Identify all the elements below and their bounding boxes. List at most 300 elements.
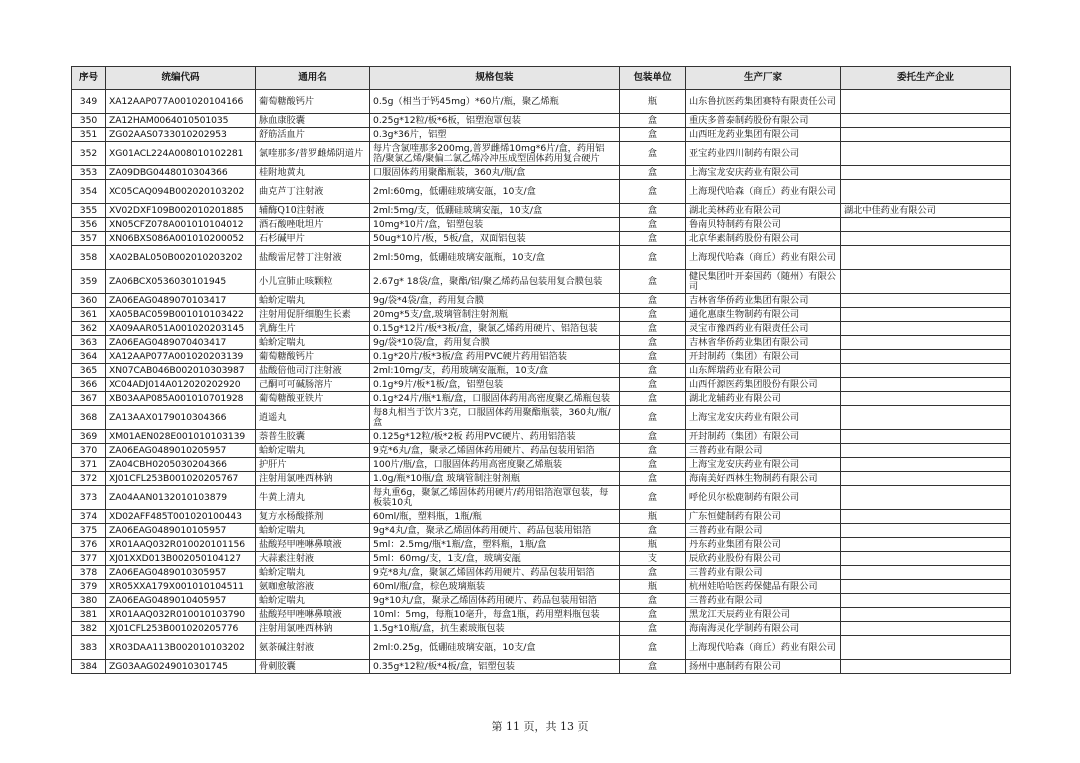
cell-generic-name: 乳酶生片 xyxy=(256,322,370,336)
cell-generic-name: 盐酸羟甲唑啉鼻喷液 xyxy=(256,538,370,552)
cell-manufacturer: 鲁南贝特制药有限公司 xyxy=(686,218,841,232)
cell-package-unit: 盒 xyxy=(620,364,686,378)
cell-package-unit: 盒 xyxy=(620,594,686,608)
cell-spec-package: 5ml：2.5mg/瓶*1瓶/盒，塑料瓶，1瓶/盒 xyxy=(370,538,620,552)
cell-package-unit: 盒 xyxy=(620,608,686,622)
cell-generic-name: 辅酶Q10注射液 xyxy=(256,204,370,218)
table-body xyxy=(72,90,1011,674)
cell-generic-name: 酒石酸唑吡坦片 xyxy=(256,218,370,232)
cell-spec-package: 0.25g*12粒/板*6板，铝塑泡罩包装 xyxy=(370,114,620,128)
cell-contract-manufacturer xyxy=(841,364,1011,378)
cell-seq: 352 xyxy=(72,142,106,166)
cell-code: XN07CAB046B002010303987 xyxy=(106,364,256,378)
cell-contract-manufacturer xyxy=(841,406,1011,430)
cell-package-unit: 盒 xyxy=(620,246,686,270)
cell-manufacturer: 上海宝龙安庆药业有限公司 xyxy=(686,166,841,180)
cell-generic-name: 己酮可可碱肠溶片 xyxy=(256,378,370,392)
cell-manufacturer: 海南海灵化学制药有限公司 xyxy=(686,622,841,636)
cell-code: ZA06EAG0489070403417 xyxy=(106,336,256,350)
cell-contract-manufacturer xyxy=(841,378,1011,392)
table-row xyxy=(72,232,1011,246)
table-row xyxy=(72,486,1011,510)
cell-package-unit: 盒 xyxy=(620,350,686,364)
cell-generic-name: 骨刺胶囊 xyxy=(256,660,370,674)
header-code: 统编代码 xyxy=(106,67,256,90)
cell-spec-package: 0.1g*9片/板*1板/盒，铝塑包装 xyxy=(370,378,620,392)
header-generic-name: 通用名 xyxy=(256,67,370,90)
table-row xyxy=(72,660,1011,674)
cell-spec-package: 60ml/瓶/盒，棕色玻璃瓶装 xyxy=(370,580,620,594)
cell-code: XA12AAP077A001020203139 xyxy=(106,350,256,364)
cell-code: ZG02AAS0733010202953 xyxy=(106,128,256,142)
cell-spec-package: 2ml:50mg，低硼硅玻璃安瓿瓶，10支/盒 xyxy=(370,246,620,270)
table-row xyxy=(72,566,1011,580)
table-row xyxy=(72,510,1011,524)
table-row xyxy=(72,270,1011,294)
cell-seq: 353 xyxy=(72,166,106,180)
cell-seq: 373 xyxy=(72,486,106,510)
cell-package-unit: 盒 xyxy=(620,142,686,166)
cell-seq: 374 xyxy=(72,510,106,524)
cell-generic-name: 注射用促肝细胞生长素 xyxy=(256,308,370,322)
drug-list-table xyxy=(71,66,1011,674)
table-row xyxy=(72,294,1011,308)
table-row xyxy=(72,180,1011,204)
cell-contract-manufacturer xyxy=(841,486,1011,510)
cell-contract-manufacturer xyxy=(841,660,1011,674)
table-row xyxy=(72,406,1011,430)
cell-seq: 384 xyxy=(72,660,106,674)
cell-manufacturer: 上海现代哈森（商丘）药业有限公司 xyxy=(686,636,841,660)
cell-contract-manufacturer xyxy=(841,608,1011,622)
cell-spec-package: 9g/袋*4袋/盒，药用复合膜 xyxy=(370,294,620,308)
cell-code: XR01AAQ032R010010103790 xyxy=(106,608,256,622)
cell-spec-package: 每片含氯喹那多200mg,普罗雌烯10mg*6片/盒，药用铝箔/聚氯乙烯/聚偏二氯乙烯冷冲压成型固体药用复合硬片 xyxy=(370,142,620,166)
cell-generic-name: 逍遥丸 xyxy=(256,406,370,430)
cell-spec-package: 0.35g*12粒/板*4板/盒，铝塑包装 xyxy=(370,660,620,674)
cell-manufacturer: 辰欣药业股份有限公司 xyxy=(686,552,841,566)
cell-manufacturer: 重庆多普泰制药股份有限公司 xyxy=(686,114,841,128)
cell-code: XN06BXS086A001010200052 xyxy=(106,232,256,246)
cell-package-unit: 盒 xyxy=(620,270,686,294)
cell-manufacturer: 灵宝市豫西药业有限责任公司 xyxy=(686,322,841,336)
cell-code: XJ01XXD013B002050104127 xyxy=(106,552,256,566)
table-row xyxy=(72,166,1011,180)
cell-seq: 372 xyxy=(72,472,106,486)
table-row xyxy=(72,218,1011,232)
table-row xyxy=(72,378,1011,392)
cell-seq: 350 xyxy=(72,114,106,128)
cell-manufacturer: 亚宝药业四川制药有限公司 xyxy=(686,142,841,166)
cell-spec-package: 口服固体药用聚酯瓶装，360丸/瓶/盒 xyxy=(370,166,620,180)
cell-manufacturer: 山西仟源医药集团股份有限公司 xyxy=(686,378,841,392)
cell-package-unit: 盒 xyxy=(620,294,686,308)
cell-package-unit: 盒 xyxy=(620,218,686,232)
cell-contract-manufacturer xyxy=(841,90,1011,114)
cell-generic-name: 护肝片 xyxy=(256,458,370,472)
cell-package-unit: 盒 xyxy=(620,524,686,538)
cell-code: XD02AFF485T001020100443 xyxy=(106,510,256,524)
cell-contract-manufacturer xyxy=(841,458,1011,472)
cell-package-unit: 盒 xyxy=(620,204,686,218)
cell-spec-package: 2.67g* 18袋/盒，聚酯/铝/聚乙烯药品包装用复合膜包装 xyxy=(370,270,620,294)
cell-code: ZG03AAG0249010301745 xyxy=(106,660,256,674)
cell-manufacturer: 杭州娃哈哈医药保健品有限公司 xyxy=(686,580,841,594)
page-footer: 第 11 页，共 13 页 xyxy=(491,720,589,733)
cell-contract-manufacturer: 湖北中佳药业有限公司 xyxy=(841,204,1011,218)
cell-manufacturer: 山西旺龙药业集团有限公司 xyxy=(686,128,841,142)
cell-seq: 364 xyxy=(72,350,106,364)
cell-generic-name: 盐酸雷尼替丁注射液 xyxy=(256,246,370,270)
cell-code: ZA12HAM0064010501035 xyxy=(106,114,256,128)
cell-generic-name: 葡萄糖酸钙片 xyxy=(256,90,370,114)
cell-contract-manufacturer xyxy=(841,524,1011,538)
cell-code: XJ01CFL253B001020205776 xyxy=(106,622,256,636)
cell-package-unit: 盒 xyxy=(620,322,686,336)
cell-generic-name: 蛤蚧定喘丸 xyxy=(256,294,370,308)
cell-generic-name: 舒筋活血片 xyxy=(256,128,370,142)
cell-manufacturer: 扬州中惠制药有限公司 xyxy=(686,660,841,674)
cell-code: ZA06EAG0489010205957 xyxy=(106,444,256,458)
cell-code: ZA06EAG0489010405957 xyxy=(106,594,256,608)
cell-contract-manufacturer xyxy=(841,246,1011,270)
cell-package-unit: 盒 xyxy=(620,430,686,444)
cell-generic-name: 蛤蚧定喘丸 xyxy=(256,524,370,538)
cell-manufacturer: 通化惠康生物制药有限公司 xyxy=(686,308,841,322)
cell-spec-package: 9g/袋*10袋/盒，药用复合膜 xyxy=(370,336,620,350)
cell-manufacturer: 湖北龙辅药业有限公司 xyxy=(686,392,841,406)
cell-code: XA12AAP077A001020104166 xyxy=(106,90,256,114)
cell-contract-manufacturer xyxy=(841,128,1011,142)
cell-generic-name: 小儿宣肺止咳颗粒 xyxy=(256,270,370,294)
cell-code: XC04ADJ014A012020202920 xyxy=(106,378,256,392)
table-row xyxy=(72,308,1011,322)
table-row xyxy=(72,524,1011,538)
cell-spec-package: 0.1g*20片/板*3板/盒 药用PVC硬片药用铝箔装 xyxy=(370,350,620,364)
cell-generic-name: 大蒜素注射液 xyxy=(256,552,370,566)
cell-package-unit: 盒 xyxy=(620,622,686,636)
cell-package-unit: 盒 xyxy=(620,486,686,510)
cell-seq: 365 xyxy=(72,364,106,378)
cell-code: XM01AEN028E001010103139 xyxy=(106,430,256,444)
drug-list-table-wrapper xyxy=(71,66,1010,674)
table-row xyxy=(72,608,1011,622)
cell-spec-package: 2ml:0.25g，低硼硅玻璃安瓿，10支/盒 xyxy=(370,636,620,660)
cell-generic-name: 氨茶碱注射液 xyxy=(256,636,370,660)
cell-contract-manufacturer xyxy=(841,430,1011,444)
cell-manufacturer: 三普药业有限公司 xyxy=(686,566,841,580)
cell-package-unit: 盒 xyxy=(620,232,686,246)
cell-generic-name: 葡萄糖酸亚铁片 xyxy=(256,392,370,406)
cell-manufacturer: 吉林省华侨药业集团有限公司 xyxy=(686,336,841,350)
cell-manufacturer: 三普药业有限公司 xyxy=(686,444,841,458)
cell-manufacturer: 北京华素制药股份有限公司 xyxy=(686,232,841,246)
cell-manufacturer: 丹东药业集团有限公司 xyxy=(686,538,841,552)
cell-generic-name: 脉血康胶囊 xyxy=(256,114,370,128)
cell-spec-package: 2ml:5mg/支，低硼硅玻璃安瓿，10支/盒 xyxy=(370,204,620,218)
cell-contract-manufacturer xyxy=(841,308,1011,322)
cell-code: ZA06EAG0489010105957 xyxy=(106,524,256,538)
cell-spec-package: 9克*6丸/盒，聚录乙烯固体药用硬片、药品包装用铝箔 xyxy=(370,444,620,458)
cell-seq: 383 xyxy=(72,636,106,660)
cell-seq: 378 xyxy=(72,566,106,580)
cell-code: XA05BAC059B001010103422 xyxy=(106,308,256,322)
cell-seq: 360 xyxy=(72,294,106,308)
cell-contract-manufacturer xyxy=(841,580,1011,594)
cell-code: XC05CAQ094B002020103202 xyxy=(106,180,256,204)
table-row xyxy=(72,538,1011,552)
cell-package-unit: 瓶 xyxy=(620,580,686,594)
cell-spec-package: 50ug*10片/板，5板/盒，双面铝包装 xyxy=(370,232,620,246)
cell-manufacturer: 上海宝龙安庆药业有限公司 xyxy=(686,458,841,472)
table-row xyxy=(72,580,1011,594)
cell-seq: 349 xyxy=(72,90,106,114)
table-row xyxy=(72,364,1011,378)
cell-spec-package: 1.0g/瓶*10瓶/盒 玻璃管制注射剂瓶 xyxy=(370,472,620,486)
table-row xyxy=(72,472,1011,486)
cell-code: XA09AAR051A001020203145 xyxy=(106,322,256,336)
table-row xyxy=(72,128,1011,142)
cell-spec-package: 5ml：60mg/支，1支/盒，玻璃安瓿 xyxy=(370,552,620,566)
cell-seq: 358 xyxy=(72,246,106,270)
cell-generic-name: 注射用氯唑西林钠 xyxy=(256,472,370,486)
cell-manufacturer: 海南美好西林生物制药有限公司 xyxy=(686,472,841,486)
cell-generic-name: 牛黄上清丸 xyxy=(256,486,370,510)
cell-generic-name: 曲克芦丁注射液 xyxy=(256,180,370,204)
cell-generic-name: 桂附地黄丸 xyxy=(256,166,370,180)
cell-contract-manufacturer xyxy=(841,142,1011,166)
cell-spec-package: 每丸重6g，聚氯乙烯固体药用硬片/药用铝箔泡罩包装，每板装10丸 xyxy=(370,486,620,510)
cell-spec-package: 0.3g*36片，铝塑 xyxy=(370,128,620,142)
cell-seq: 366 xyxy=(72,378,106,392)
table-row xyxy=(72,350,1011,364)
table-row xyxy=(72,622,1011,636)
cell-seq: 377 xyxy=(72,552,106,566)
cell-generic-name: 盐酸倍他司汀注射液 xyxy=(256,364,370,378)
cell-contract-manufacturer xyxy=(841,180,1011,204)
cell-package-unit: 盒 xyxy=(620,458,686,472)
cell-code: ZA04CBH0205030204366 xyxy=(106,458,256,472)
table-row xyxy=(72,392,1011,406)
cell-package-unit: 盒 xyxy=(620,378,686,392)
table-row xyxy=(72,444,1011,458)
cell-code: XR05XXA179X001010104511 xyxy=(106,580,256,594)
cell-contract-manufacturer xyxy=(841,270,1011,294)
cell-contract-manufacturer xyxy=(841,566,1011,580)
cell-contract-manufacturer xyxy=(841,218,1011,232)
cell-seq: 351 xyxy=(72,128,106,142)
cell-spec-package: 1.5g*10瓶/盒，抗生素玻瓶包装 xyxy=(370,622,620,636)
cell-manufacturer: 开封制药（集团）有限公司 xyxy=(686,430,841,444)
cell-spec-package: 9g*4丸/盒，聚录乙烯固体药用硬片、药品包装用铝箔 xyxy=(370,524,620,538)
cell-manufacturer: 吉林省华侨药业集团有限公司 xyxy=(686,294,841,308)
cell-spec-package: 9克*8丸/盒，聚氯乙烯固体药用硬片、药品包装用铝箔 xyxy=(370,566,620,580)
cell-package-unit: 盒 xyxy=(620,392,686,406)
cell-seq: 381 xyxy=(72,608,106,622)
cell-manufacturer: 黑龙江天辰药业有限公司 xyxy=(686,608,841,622)
cell-package-unit: 瓶 xyxy=(620,510,686,524)
cell-spec-package: 0.125g*12粒/板*2板 药用PVC硬片、药用铝箔装 xyxy=(370,430,620,444)
cell-contract-manufacturer xyxy=(841,336,1011,350)
cell-package-unit: 盒 xyxy=(620,444,686,458)
cell-manufacturer: 山东鲁抗医药集团赛特有限责任公司 xyxy=(686,90,841,114)
cell-package-unit: 盒 xyxy=(620,128,686,142)
cell-seq: 361 xyxy=(72,308,106,322)
table-row xyxy=(72,552,1011,566)
table-row xyxy=(72,458,1011,472)
header-package-unit: 包装单位 xyxy=(620,67,686,90)
table-row xyxy=(72,90,1011,114)
cell-package-unit: 盒 xyxy=(620,336,686,350)
cell-contract-manufacturer xyxy=(841,636,1011,660)
cell-contract-manufacturer xyxy=(841,166,1011,180)
cell-seq: 371 xyxy=(72,458,106,472)
cell-package-unit: 盒 xyxy=(620,406,686,430)
table-row xyxy=(72,322,1011,336)
cell-code: XB03AAP085A001010701928 xyxy=(106,392,256,406)
cell-code: ZA06EAG0489070103417 xyxy=(106,294,256,308)
cell-manufacturer: 上海现代哈森（商丘）药业有限公司 xyxy=(686,180,841,204)
cell-seq: 362 xyxy=(72,322,106,336)
cell-spec-package: 0.5g（相当于钙45mg）*60片/瓶，聚乙烯瓶 xyxy=(370,90,620,114)
cell-package-unit: 支 xyxy=(620,552,686,566)
cell-seq: 382 xyxy=(72,622,106,636)
table-row xyxy=(72,636,1011,660)
cell-seq: 357 xyxy=(72,232,106,246)
cell-generic-name: 盐酸羟甲唑啉鼻喷液 xyxy=(256,608,370,622)
cell-package-unit: 瓶 xyxy=(620,90,686,114)
cell-generic-name: 葡萄糖酸钙片 xyxy=(256,350,370,364)
cell-spec-package: 20mg*5支/盒,玻璃管制注射剂瓶 xyxy=(370,308,620,322)
cell-code: ZA06BCX0536030101945 xyxy=(106,270,256,294)
cell-generic-name: 氯喹那多/普罗雌烯阴道片 xyxy=(256,142,370,166)
cell-code: XR03DAA113B002010103202 xyxy=(106,636,256,660)
cell-code: XG01ACL224A008010102281 xyxy=(106,142,256,166)
cell-spec-package: 2ml:60mg，低硼硅玻璃安瓿，10支/盒 xyxy=(370,180,620,204)
cell-seq: 356 xyxy=(72,218,106,232)
cell-seq: 375 xyxy=(72,524,106,538)
cell-contract-manufacturer xyxy=(841,622,1011,636)
cell-manufacturer: 三普药业有限公司 xyxy=(686,524,841,538)
cell-seq: 380 xyxy=(72,594,106,608)
cell-generic-name: 氨咖愈敏溶液 xyxy=(256,580,370,594)
cell-contract-manufacturer xyxy=(841,444,1011,458)
cell-spec-package: 60ml/瓶，塑料瓶，1瓶/瓶 xyxy=(370,510,620,524)
cell-spec-package: 2ml:10mg/支，药用玻璃安瓿瓶，10支/盒 xyxy=(370,364,620,378)
cell-package-unit: 盒 xyxy=(620,308,686,322)
cell-spec-package: 100片/瓶/盒，口服固体药用高密度聚乙烯瓶装 xyxy=(370,458,620,472)
cell-contract-manufacturer xyxy=(841,552,1011,566)
cell-code: XJ01CFL253B001020205767 xyxy=(106,472,256,486)
cell-contract-manufacturer xyxy=(841,322,1011,336)
table-row xyxy=(72,204,1011,218)
table-row xyxy=(72,430,1011,444)
cell-contract-manufacturer xyxy=(841,392,1011,406)
cell-spec-package: 0.15g*12片/板*3板/盒，聚氯乙烯药用硬片、铝箔包装 xyxy=(370,322,620,336)
cell-manufacturer: 健民集团叶开泰国药（随州）有限公司 xyxy=(686,270,841,294)
cell-generic-name: 蛤蚧定喘丸 xyxy=(256,444,370,458)
cell-generic-name: 石杉碱甲片 xyxy=(256,232,370,246)
cell-manufacturer: 山东辉瑞药业有限公司 xyxy=(686,364,841,378)
cell-seq: 368 xyxy=(72,406,106,430)
table-row xyxy=(72,594,1011,608)
cell-manufacturer: 开封制药（集团）有限公司 xyxy=(686,350,841,364)
cell-contract-manufacturer xyxy=(841,294,1011,308)
cell-code: ZA04AAN0132010103879 xyxy=(106,486,256,510)
cell-package-unit: 瓶 xyxy=(620,538,686,552)
cell-generic-name: 注射用氯唑西林钠 xyxy=(256,622,370,636)
cell-spec-package: 每8丸相当于饮片3克，口服固体药用聚酯瓶装，360丸/瓶/盒 xyxy=(370,406,620,430)
cell-manufacturer: 三普药业有限公司 xyxy=(686,594,841,608)
cell-generic-name: 蛤蚧定喘丸 xyxy=(256,336,370,350)
cell-seq: 355 xyxy=(72,204,106,218)
cell-spec-package: 10mg*10片/盒，铝塑包装 xyxy=(370,218,620,232)
cell-code: ZA09DBG0448010304366 xyxy=(106,166,256,180)
cell-contract-manufacturer xyxy=(841,350,1011,364)
cell-contract-manufacturer xyxy=(841,594,1011,608)
header-manufacturer: 生产厂家 xyxy=(686,67,841,90)
cell-spec-package: 10ml：5mg，每瓶10毫升，每盒1瓶，药用塑料瓶包装 xyxy=(370,608,620,622)
cell-package-unit: 盒 xyxy=(620,660,686,674)
cell-package-unit: 盒 xyxy=(620,180,686,204)
table-header-row xyxy=(72,67,1011,90)
cell-seq: 354 xyxy=(72,180,106,204)
cell-code: XV02DXF109B002010201885 xyxy=(106,204,256,218)
cell-generic-name: 蛤蚧定喘丸 xyxy=(256,566,370,580)
header-contract-manufacturer: 委托生产企业 xyxy=(841,67,1011,90)
cell-code: ZA06EAG0489010305957 xyxy=(106,566,256,580)
cell-manufacturer: 上海现代哈森（商丘）药业有限公司 xyxy=(686,246,841,270)
cell-seq: 370 xyxy=(72,444,106,458)
cell-spec-package: 9g*10丸/盒，聚录乙烯固体药用硬片、药品包装用铝箔 xyxy=(370,594,620,608)
cell-seq: 367 xyxy=(72,392,106,406)
table-row xyxy=(72,246,1011,270)
cell-code: XN05CFZ078A001010104012 xyxy=(106,218,256,232)
cell-seq: 376 xyxy=(72,538,106,552)
cell-package-unit: 盒 xyxy=(620,472,686,486)
table-row xyxy=(72,114,1011,128)
cell-seq: 379 xyxy=(72,580,106,594)
table-row xyxy=(72,142,1011,166)
cell-seq: 369 xyxy=(72,430,106,444)
cell-package-unit: 盒 xyxy=(620,636,686,660)
cell-spec-package: 0.1g*24片/瓶*1瓶/盒，口服固体药用高密度聚乙烯瓶包装 xyxy=(370,392,620,406)
table-row xyxy=(72,336,1011,350)
cell-package-unit: 盒 xyxy=(620,166,686,180)
cell-package-unit: 盒 xyxy=(620,114,686,128)
cell-package-unit: 盒 xyxy=(620,566,686,580)
cell-contract-manufacturer xyxy=(841,114,1011,128)
cell-contract-manufacturer xyxy=(841,232,1011,246)
cell-seq: 359 xyxy=(72,270,106,294)
cell-generic-name: 复方水杨酸搽剂 xyxy=(256,510,370,524)
cell-code: ZA13AAX0179010304366 xyxy=(106,406,256,430)
cell-manufacturer: 上海宝龙安庆药业有限公司 xyxy=(686,406,841,430)
cell-manufacturer: 湖北美林药业有限公司 xyxy=(686,204,841,218)
cell-manufacturer: 广东恒健制药有限公司 xyxy=(686,510,841,524)
cell-code: XA02BAL050B002010203202 xyxy=(106,246,256,270)
cell-manufacturer: 呼伦贝尔松鹿制药有限公司 xyxy=(686,486,841,510)
cell-code: XR01AAQ032R010020101156 xyxy=(106,538,256,552)
cell-contract-manufacturer xyxy=(841,510,1011,524)
header-spec-package: 规格包装 xyxy=(370,67,620,90)
cell-contract-manufacturer xyxy=(841,472,1011,486)
cell-generic-name: 萘普生胶囊 xyxy=(256,430,370,444)
header-seq: 序号 xyxy=(72,67,106,90)
cell-contract-manufacturer xyxy=(841,538,1011,552)
cell-seq: 363 xyxy=(72,336,106,350)
cell-generic-name: 蛤蚧定喘丸 xyxy=(256,594,370,608)
